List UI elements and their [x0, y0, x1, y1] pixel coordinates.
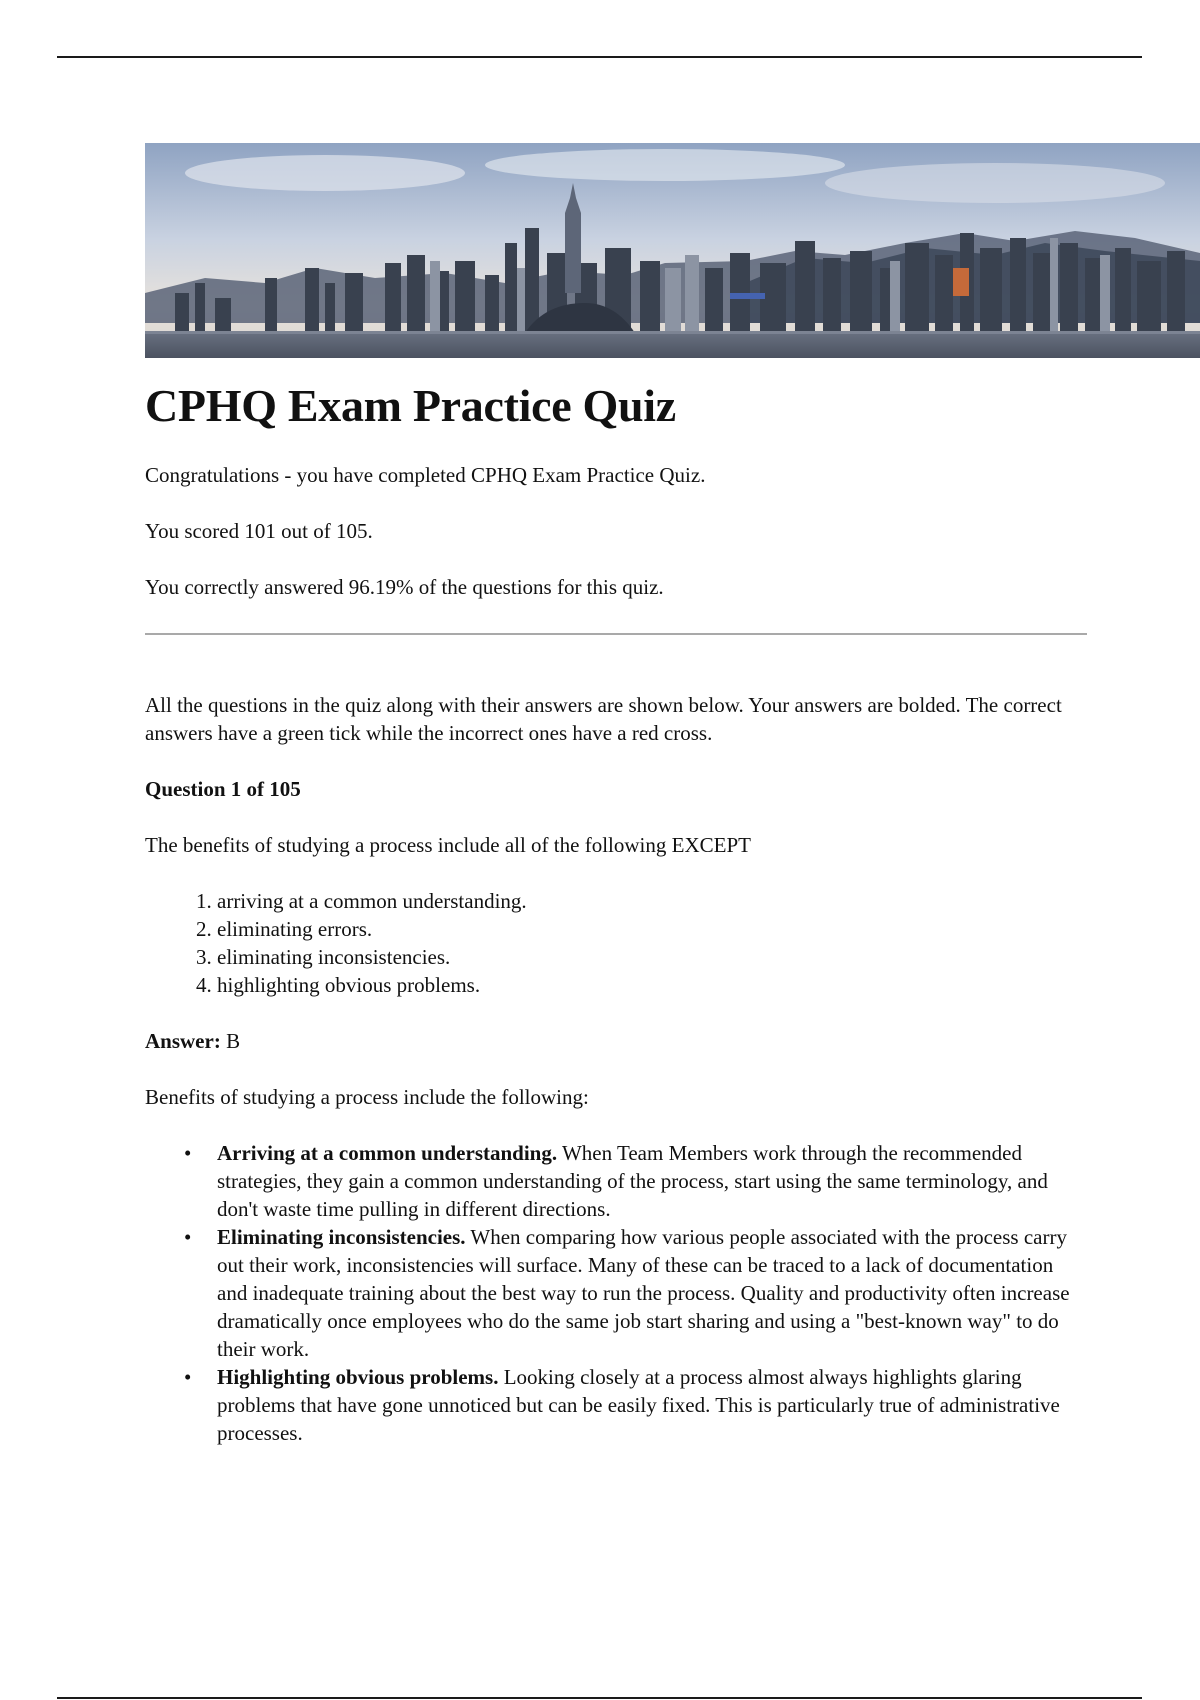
benefit-heading: Highlighting obvious problems.: [217, 1364, 499, 1389]
divider: [145, 633, 1087, 635]
score-text: You scored 101 out of 105.: [145, 518, 373, 543]
bullet-icon: •: [184, 1364, 192, 1389]
bullet-icon: •: [184, 1140, 192, 1165]
benefit-item: [184, 1363, 1085, 1447]
benefit-body: Looking closely at a process almost always highlights glaring problems that have gone unnoticed but can be easily fixed. This is particularly true of administrative processes.: [217, 1364, 1060, 1445]
top-rule: [57, 56, 1142, 58]
city-skyline-banner: [145, 143, 1200, 358]
question-text: The benefits of studying a process include all of the following EXCEPT: [145, 832, 751, 857]
question-label: Question 1 of 105: [145, 776, 301, 801]
bottom-rule: [57, 1697, 1142, 1699]
quiz-results: [145, 380, 1085, 1447]
benefit-item: [184, 1223, 1085, 1363]
benefit-item: [184, 1139, 1085, 1223]
benefit-body: When Team Members work through the recommended strategies, they gain a common understanding of the process, start using the same terminology, and don't waste time pulling in different directions.: [217, 1140, 1048, 1221]
benefit-heading: Arriving at a common understanding.: [217, 1140, 558, 1165]
choice-item: 4. highlighting obvious problems.: [217, 971, 1085, 999]
explanation-intro: Benefits of studying a process include the following:: [145, 1084, 589, 1109]
answer-label: Answer:: [145, 1028, 221, 1053]
choice-item: 1. arriving at a common understanding.: [217, 887, 1085, 915]
answer-line: [145, 1027, 1085, 1055]
answer-choices: [145, 887, 1085, 999]
choice-item: 3. eliminating inconsistencies.: [217, 943, 1085, 971]
congratulations-text: Congratulations - you have completed CPHQ Exam Practice Quiz.: [145, 462, 706, 487]
instructions-text: All the questions in the quiz along with their answers are shown below. Your answers are bolded. The correct answers have a green tick while the incorrect ones have a red cross.: [145, 692, 1062, 745]
bullet-icon: •: [184, 1224, 192, 1249]
benefit-body: When comparing how various people associated with the process carry out their work, inconsistencies will surface. Many of these can be traced to a lack of documentation and inadequate training about the best way to run the process. Quality and productivity often increase dramatically once employees who do the same job start sharing and using a "best-known way" to do their work.: [217, 1224, 1070, 1361]
page-title: CPHQ Exam Practice Quiz: [145, 380, 676, 431]
benefit-heading: Eliminating inconsistencies.: [217, 1224, 466, 1249]
answer-value: B: [226, 1028, 241, 1053]
choice-item: 2. eliminating errors.: [217, 915, 1085, 943]
benefits-list: [145, 1139, 1085, 1447]
percent-text: You correctly answered 96.19% of the questions for this quiz.: [145, 574, 664, 599]
